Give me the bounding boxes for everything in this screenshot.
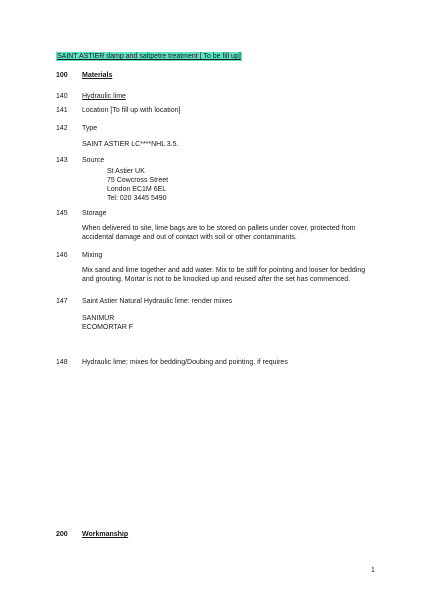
- address-line: 75 Cowcross Street: [107, 177, 169, 184]
- product-list: [82, 314, 133, 332]
- clause-body: When delivered to site, lime bags are to be stored on pallets under cover, protected from accidental damage and out of contact with soil or other contaminants.: [82, 225, 356, 241]
- clause-body: SAINT ASTIER LC****NHL 3.5.: [82, 141, 179, 148]
- address-line: St Astier UK: [107, 168, 145, 175]
- clause-body: Mix sand and lime together and add water. Mix to be stiff for pointing and looser for bedding and grouting. Mortar is not to be knocked up and reused after the set has commenced.: [82, 267, 366, 283]
- clause-number: 140: [56, 93, 68, 100]
- clause-number: 143: [56, 157, 68, 164]
- clause-label: Location [To fill up with location]: [82, 107, 181, 114]
- clause-label: Saint Astier Natural Hydraulic lime: render mixes: [82, 298, 233, 305]
- clause-label: Storage: [82, 210, 107, 217]
- clause-number: 141: [56, 107, 68, 114]
- clause-number: 142: [56, 125, 68, 132]
- section-number: 200: [56, 531, 68, 538]
- product-name: ECOMORTAR F: [82, 324, 134, 331]
- clause-label: Source: [82, 157, 105, 164]
- section-heading: Workmanship: [82, 531, 129, 538]
- section-heading: Materials: [82, 72, 113, 79]
- source-address: [107, 167, 168, 203]
- clause-heading: Hydraulic lime: [82, 93, 126, 100]
- clause-number: 145: [56, 210, 68, 217]
- product-name: SANIMUR: [82, 315, 115, 322]
- clause-number: 147: [56, 298, 68, 305]
- section-number: 100: [56, 72, 68, 79]
- address-line: London EC1M 6EL: [107, 186, 167, 193]
- clause-label: Mixing: [82, 252, 103, 259]
- clause-label: Hydraulic lime: mixes for bedding/Doubing and pointing, if requires: [82, 359, 288, 366]
- document-title: SAINT ASTIER damp and saltpetre treatment [ To be fill up]: [57, 53, 241, 60]
- clause-label: Type: [82, 125, 98, 132]
- clause-number: 148: [56, 359, 68, 366]
- clause-number: 146: [56, 252, 68, 259]
- page-number: 1: [371, 567, 375, 574]
- address-line: Tel: 020 3445 5490: [107, 195, 167, 202]
